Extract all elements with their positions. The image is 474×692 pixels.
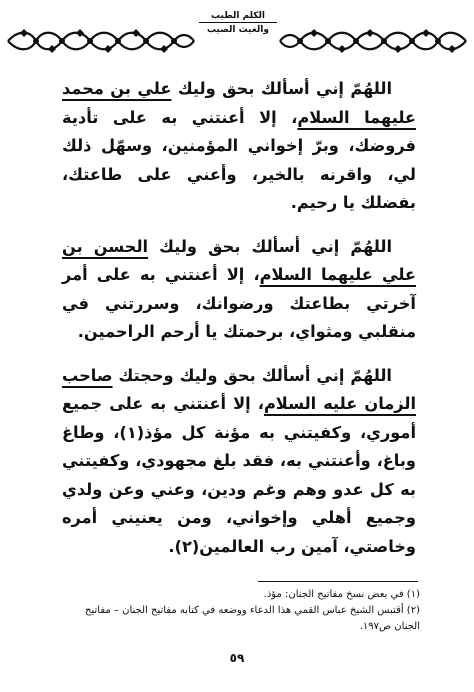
footnotes: [58, 587, 420, 635]
paragraph-text: ، إلا أعنتني به على أمر آخرتي بطاعتك ورضوانك، وسررتني في منقلبي ومثواي، برحمتك يا أرحم الراحمين.: [62, 265, 416, 341]
prayer-paragraph-2: [62, 233, 416, 347]
footnote-2-continued: الجنان ص١٩٧.: [359, 621, 420, 632]
page-body: [62, 75, 416, 574]
book-title: [197, 10, 279, 36]
paragraph-text: ، إلا أعنتني به على تأدية فروضك، وبرّ إخواني المؤمنين، وسهّل ذلك لي، واقرنه بالخير، وأعني على طاعتك، بفضلك يا رحيم.: [62, 107, 416, 212]
highlighted-name: علي بن محمد عليهما السلام: [62, 79, 416, 127]
left-ornament-icon: [6, 28, 196, 54]
prayer-paragraph-3: [62, 362, 416, 562]
paragraph-text: اللهُمّ إني أسألك بحق وليك وحجتك: [112, 365, 392, 385]
right-ornament-icon: [278, 28, 468, 54]
page-header: [0, 0, 474, 60]
book-title-line1: الكلم الطيب: [199, 10, 277, 23]
highlighted-name: صاحب الزمان عليه السلام: [62, 365, 416, 413]
footnote-1: (١) في بعض نسخ مفاتيح الجنان: مؤذ.: [263, 589, 420, 600]
paragraph-text: اللهُمّ إني أسألك بحق وليك: [171, 79, 392, 98]
paragraph-text: ، إلا أعنتني به على جميع أموري، وكفيتني به مؤنة كل مؤذ(١)، وطاغ وباغ، وأعنتني به، فقد بلغ مجهودي، وكفيتني به كل عدو وهم وغم ودين، وعني وعن ولدي وجميع أهلي وإخواني، ومن يعنيني أمره وخاصتي، آمين رب العالمين(٢).: [62, 394, 416, 556]
page-number: ٥٩: [229, 651, 245, 665]
highlighted-name: الحسن بن علي عليهما السلام: [62, 236, 416, 284]
footnote-divider: [258, 581, 418, 582]
paragraph-text: اللهُمّ إني أسألك بحق وليك: [148, 236, 392, 256]
footnote-2: (٢) أقتبس الشيخ عباس القمي هذا الدعاء ووضعه في كتابه مفاتيح الجنان – مفاتيح: [85, 605, 420, 616]
prayer-paragraph-1: [62, 75, 416, 218]
book-title-line2: والغيث الصيب: [206, 25, 269, 35]
